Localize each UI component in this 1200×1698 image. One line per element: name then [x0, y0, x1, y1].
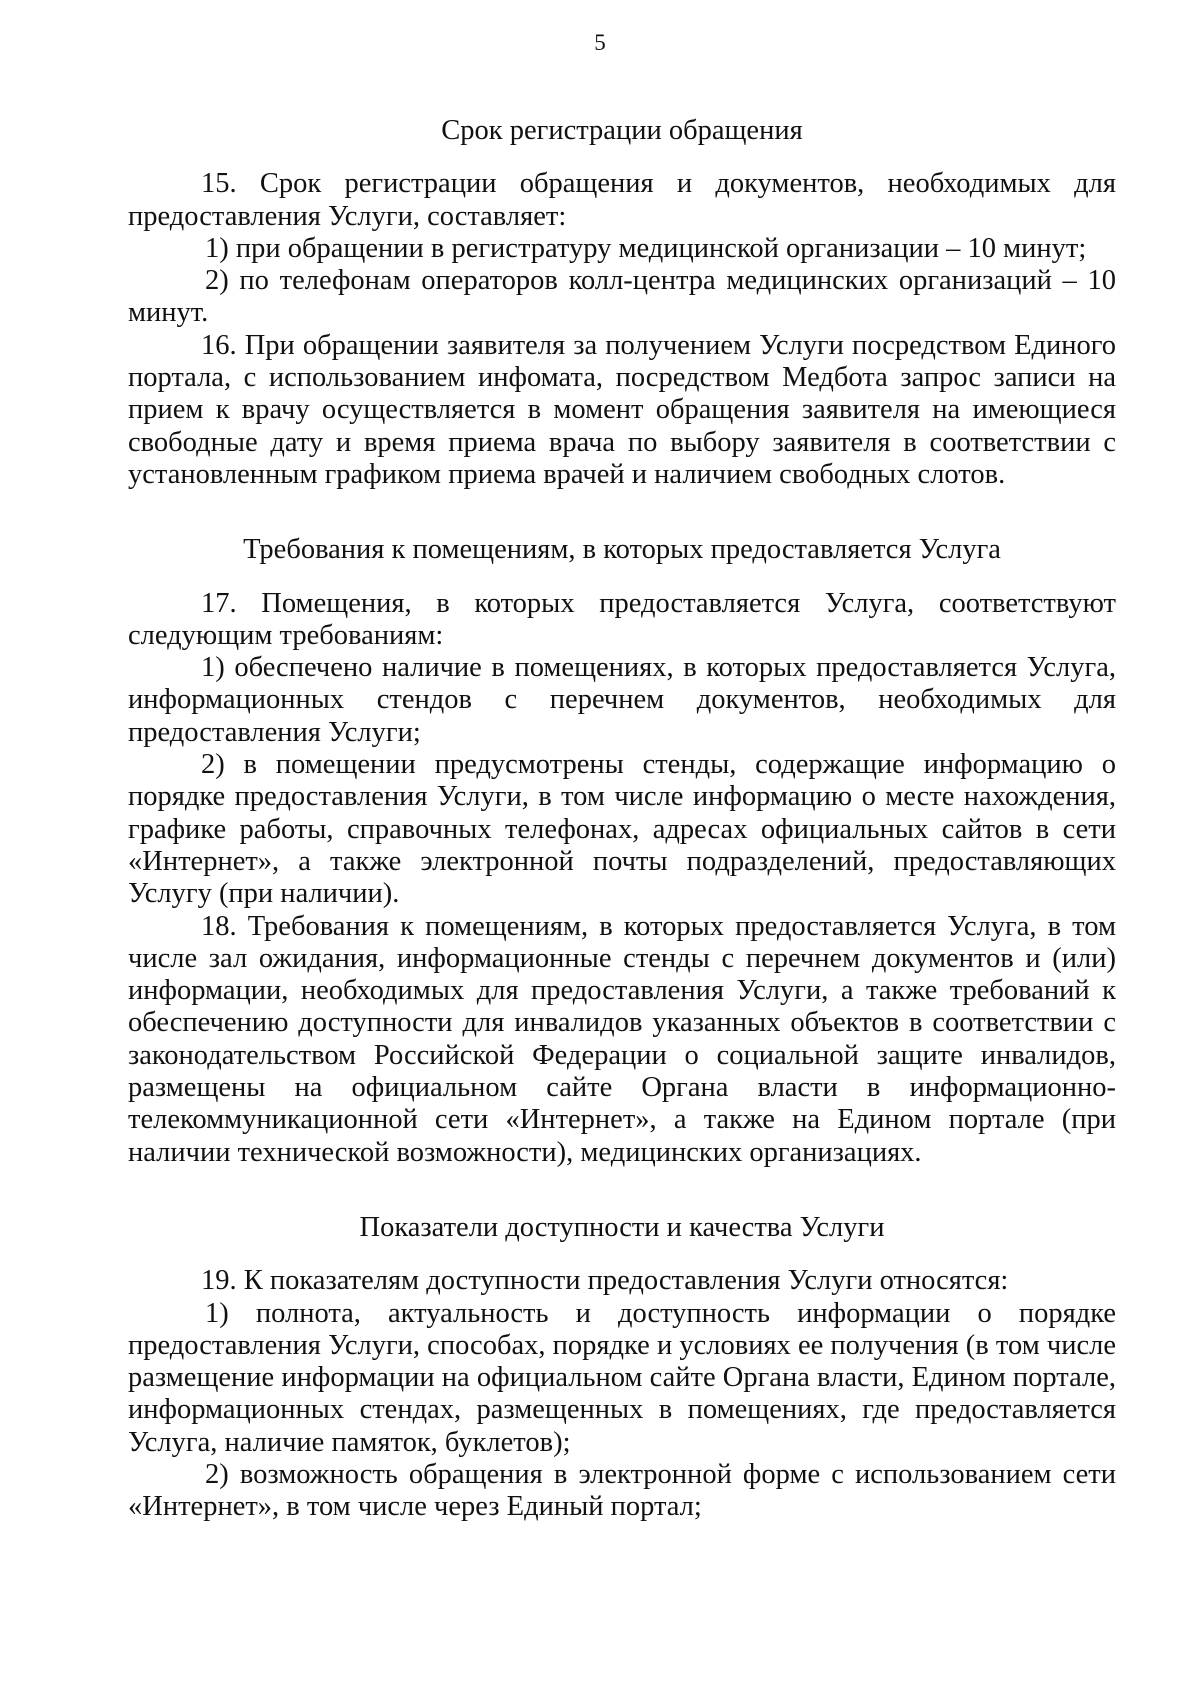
- paragraph-19: 19. К показателям доступности предоставления Услуги относятся:: [201, 1265, 1009, 1297]
- paragraph-18: 18. Требования к помещениям, в которых предоставляется Услуга, в том числе зал ожидания, информационные стенды с перечнем документов и (или) информации, необходимых для предоставления Услуги, а также требований к обеспечению доступности для инвалидов указанных объектов в соответствии с законодательством Российской Федерации о социальной защите инвалидов, размещены на официальном сайте Органа власти в информационно-телекоммуникационной сети «Интернет», а также на Едином портале (при наличии технической возможности), медицинских организациях.: [128, 910, 1116, 1168]
- paragraph-17-item-1: 1) обеспечено наличие в помещениях, в которых предоставляется Услуга, информационных стендов с перечнем документов, необходимых для предоставления Услуги;: [128, 652, 1116, 748]
- document-body: [128, 112, 1116, 1524]
- page-number: 5: [594, 30, 606, 55]
- paragraph-15: 15. Срок регистрации обращения и документов, необходимых для предоставления Услуги, составляет:: [128, 168, 1116, 232]
- paragraph-16: 16. При обращении заявителя за получением Услуги посредством Единого портала, с использованием инфомата, посредством Медбота запрос записи на прием к врачу осуществляется в момент обращения заявителя на имеющиеся свободные дату и время приема врача по выбору заявителя в соответствии с установленным графиком приема врачей и наличием свободных слотов.: [128, 329, 1116, 490]
- section-heading-premises-requirements: Требования к помещениям, в которых предоставляется Услуга: [243, 534, 1001, 566]
- paragraph-15-item-1: 1) при обращении в регистратуру медицинской организации – 10 минут;: [205, 232, 1087, 264]
- paragraph-19-item-1: 1) полнота, актуальность и доступность информации о порядке предоставления Услуги, способах, порядке и условиях ее получения (в том числе размещение информации на официальном сайте Органа власти, Едином портале, информационных стендах, размещенных в помещениях, где предоставляется Услуга, наличие памяток, буклетов);: [128, 1297, 1116, 1458]
- paragraph-17-item-2: 2) в помещении предусмотрены стенды, содержащие информацию о порядке предоставления Услуги, в том числе информацию о месте нахождения, графике работы, справочных телефонах, адресах официальных сайтов в сети «Интернет», а также электронной почты подразделений, предоставляющих Услугу (при наличии).: [128, 749, 1116, 910]
- section-heading-availability-indicators: Показатели доступности и качества Услуги: [359, 1211, 885, 1243]
- section-heading-registration-term: Срок регистрации обращения: [441, 115, 803, 146]
- paragraph-15-item-2: 2) по телефонам операторов колл-центра медицинских организаций – 10 минут.: [128, 265, 1116, 329]
- paragraph-19-item-2: 2) возможность обращения в электронной форме с использованием сети «Интернет», в том числе через Единый портал;: [128, 1458, 1116, 1523]
- paragraph-17: 17. Помещения, в которых предоставляется Услуга, соответствуют следующим требованиям:: [128, 587, 1116, 651]
